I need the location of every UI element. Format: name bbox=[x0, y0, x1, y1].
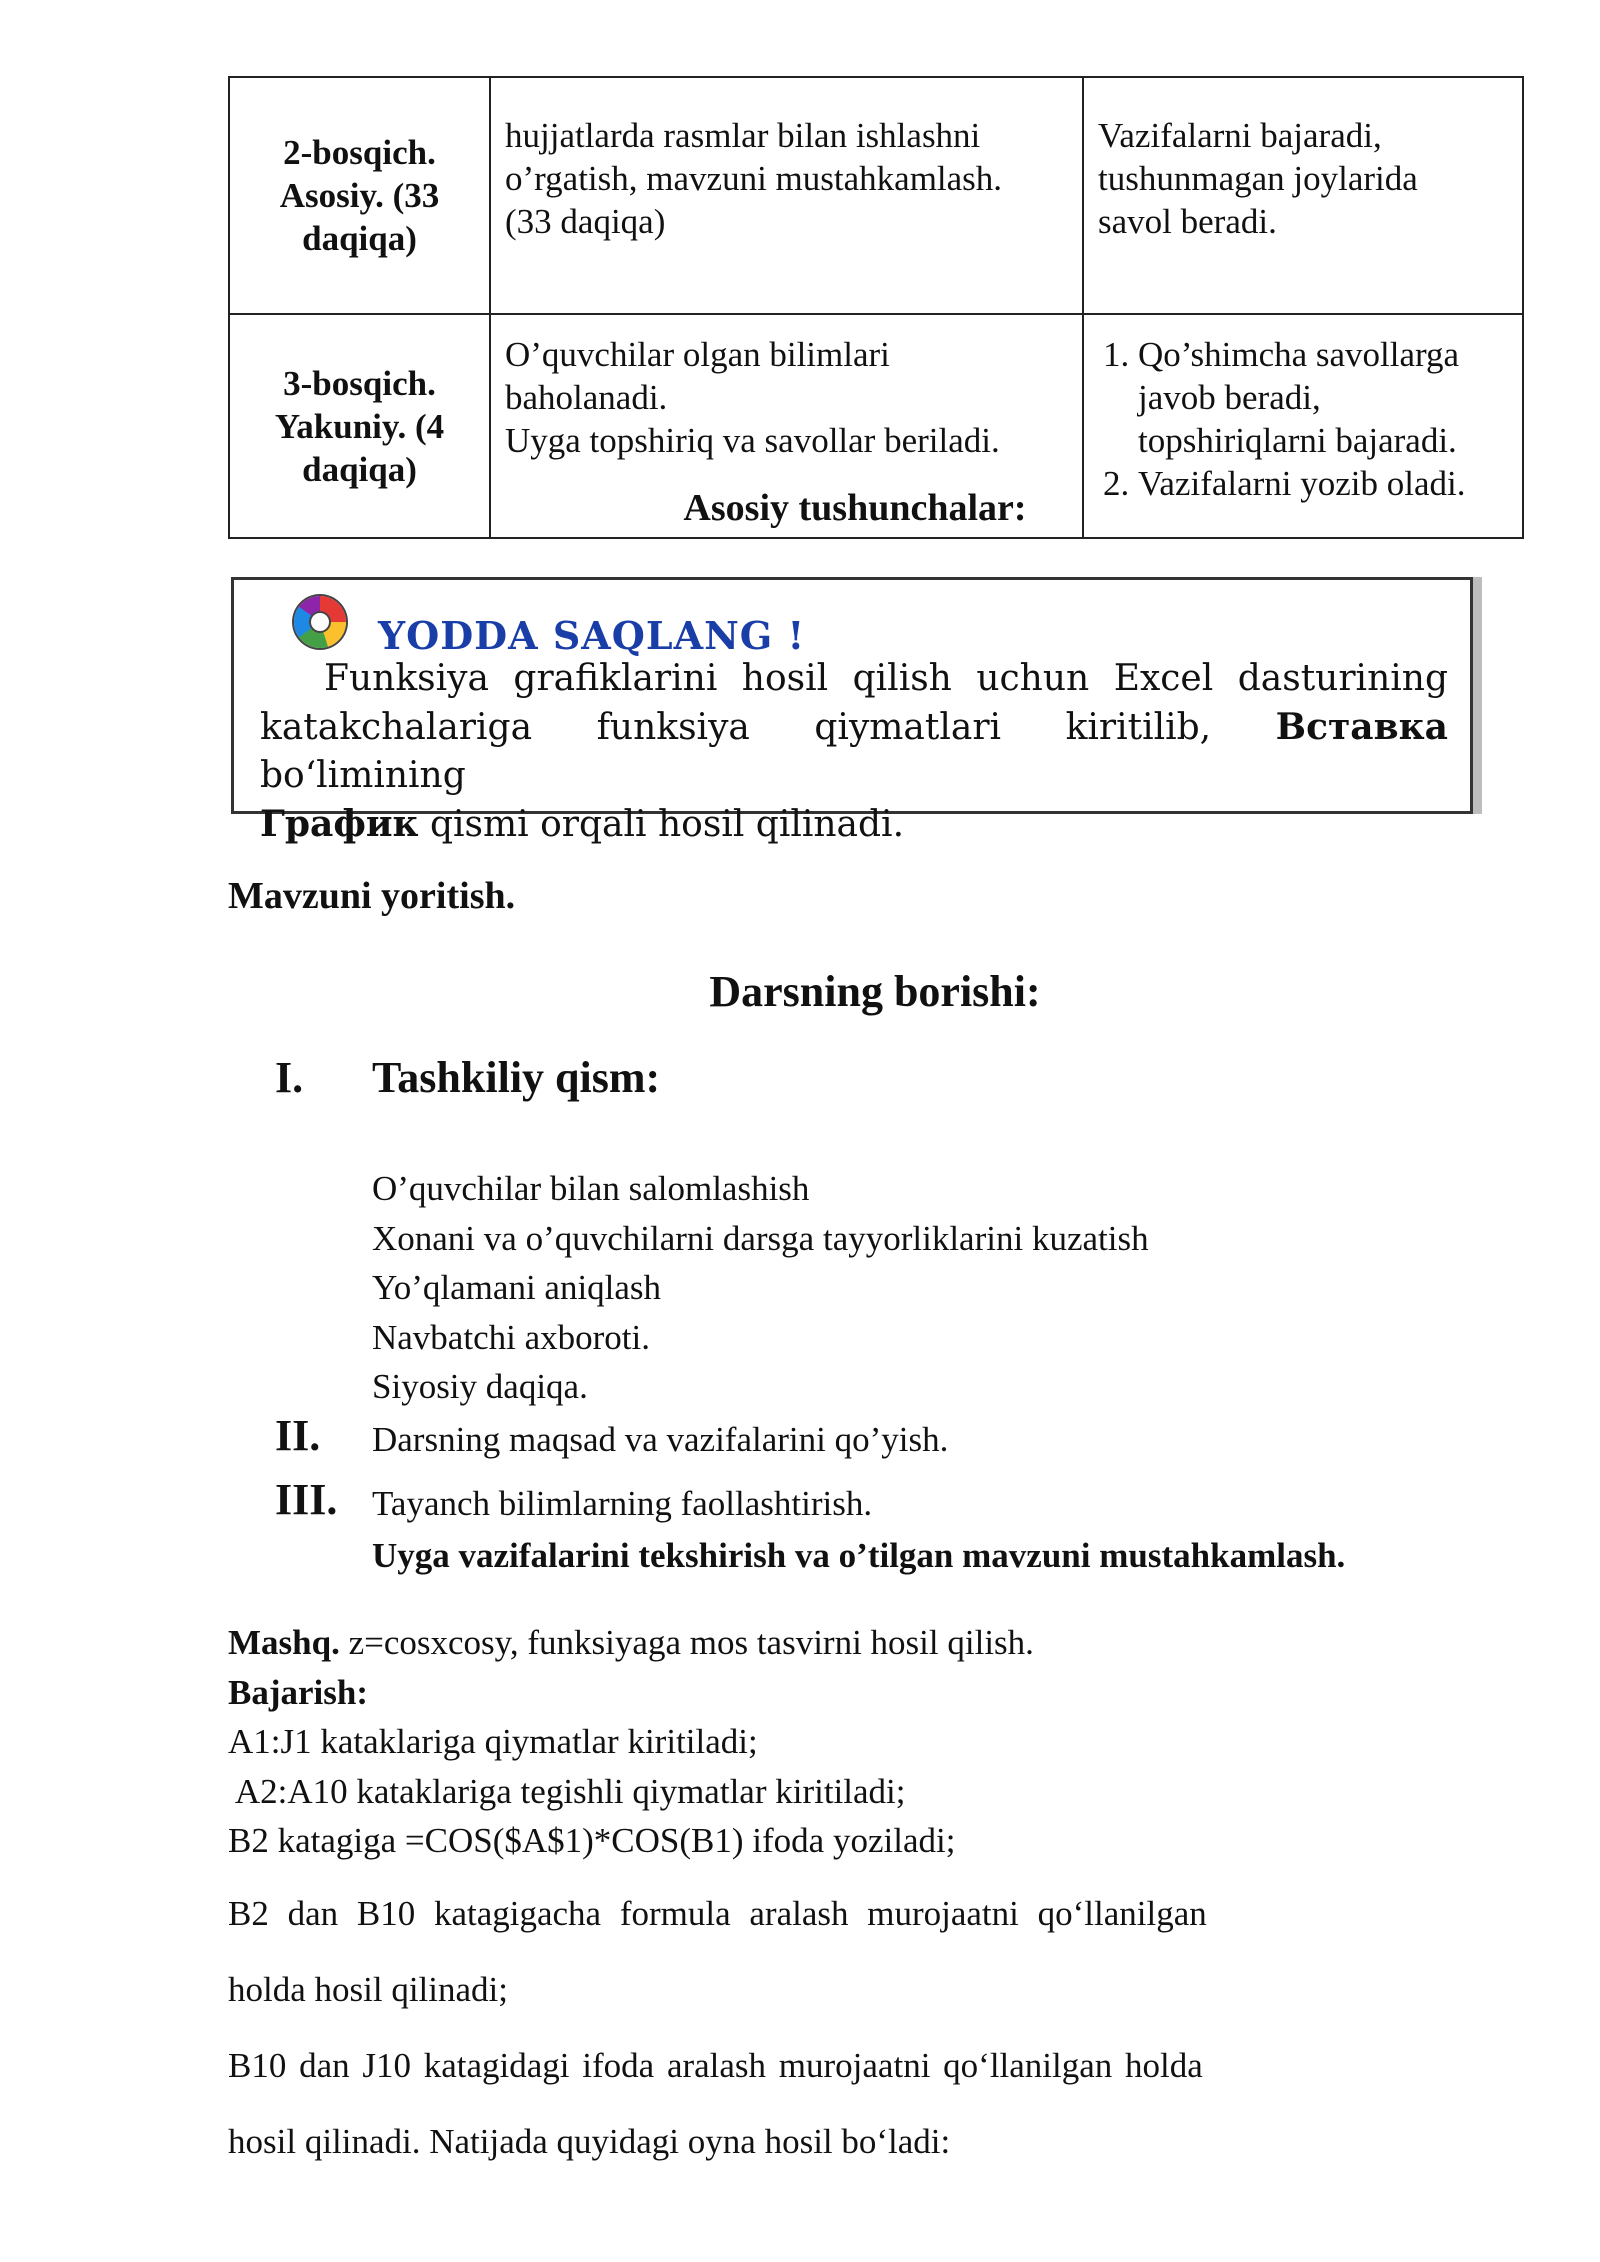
list-item: Siyosiy daqiqa. bbox=[372, 1367, 588, 1407]
section-numeral: I. bbox=[275, 1053, 304, 1102]
solution-label: Bajarish: bbox=[228, 1672, 368, 1712]
lesson-stages-table bbox=[228, 76, 1524, 539]
lesson-heading: Darsning borishi: bbox=[709, 967, 1041, 1016]
section-numeral: III. bbox=[275, 1475, 338, 1524]
exercise-step: A1:J1 kataklariga qiymatlar kiritiladi; bbox=[228, 1722, 758, 1762]
section-numeral: II. bbox=[275, 1411, 321, 1460]
list-item: 1. Qo’shimcha savollarga javob beradi, topshiriqlarni bajaradi. bbox=[1138, 333, 1508, 462]
student-activity-cell: Vazifalarni bajaradi, tushunmagan joylarida savol beradi. bbox=[1083, 77, 1523, 314]
organizational-list bbox=[372, 1164, 1149, 1412]
student-activity-list bbox=[1092, 333, 1508, 505]
list-item: 2. Vazifalarni yozib oladi. bbox=[1138, 462, 1508, 505]
section-title: Darsning maqsad va vazifalarini qo’yish. bbox=[372, 1420, 949, 1459]
exercise-block bbox=[228, 1618, 1034, 1866]
table-row bbox=[229, 77, 1523, 314]
list-item: O’quvchilar bilan salomlashish bbox=[372, 1169, 810, 1208]
paragraph-line: holda hosil qilinadi; bbox=[228, 1970, 508, 2009]
remember-title: YODDA SAQLANG ! bbox=[378, 613, 806, 658]
teacher-activity-cell: O’quvchilar olgan bilimlari baholanadi. Uyga topshiriq va savollar beriladi. bbox=[490, 314, 1083, 538]
list-item: Navbatchi axboroti. bbox=[372, 1317, 650, 1357]
exercise-step: A2:A10 kataklariga tegishli qiymatlar kiritiladi; bbox=[228, 1771, 906, 1811]
remember-text: Funksiya grafiklarini hosil qilish uchun Excel dasturining katakchalariga funksiya qiymatlari kiritilib, Вставка bo‘limining График qismi orqali hosil qilinadi. bbox=[260, 658, 1448, 845]
concepts-heading: Asosiy tushunchalar: bbox=[683, 487, 1027, 529]
stage-cell: 3-bosqich. Yakuniy. (4 daqiqa) bbox=[229, 314, 490, 538]
section-title: Tayanch bilimlarning faollashtirish. bbox=[372, 1484, 873, 1523]
section-subtitle: Uyga vazifalarini tekshirish va o’tilgan mavzuni mustahkamlash. bbox=[372, 1536, 1346, 1575]
section-title: Tashkiliy qism: bbox=[372, 1053, 661, 1102]
stage-cell: 2-bosqich. Asosiy. (33 daqiqa) bbox=[229, 77, 490, 314]
paragraph-line: hosil qilinadi. Natijada quyidagi oyna hosil bo‘ladi: bbox=[228, 2122, 951, 2161]
exercise-step: B2 katagiga =COS($A$1)*COS(B1) ifoda yoziladi; bbox=[228, 1821, 956, 1861]
teacher-activity-cell: hujjatlarda rasmlar bilan ishlashni o’rgatish, mavzuni mustahkamlash. (33 daqiqa) bbox=[490, 77, 1083, 314]
paragraph-line: B2 dan B10 katagigacha formula aralash murojaatni qo‘llanilgan bbox=[228, 1894, 1207, 1933]
list-item: Yo’qlamani aniqlash bbox=[372, 1268, 662, 1308]
exercise-text: z=cosxcosy, funksiyaga mos tasvirni hosil qilish. bbox=[348, 1623, 1034, 1662]
remember-box bbox=[231, 577, 1473, 845]
list-item: Xonani va o’quvchilarni darsga tayyorliklarini kuzatish bbox=[372, 1218, 1149, 1258]
topic-heading: Mavzuni yoritish. bbox=[228, 875, 516, 917]
paragraph-line: B10 dan J10 katagidagi ifoda aralash murojaatni qo‘llanilgan holda bbox=[228, 2046, 1203, 2085]
cd-disc-icon bbox=[294, 596, 346, 648]
exercise-label: Mashq. bbox=[228, 1623, 340, 1662]
